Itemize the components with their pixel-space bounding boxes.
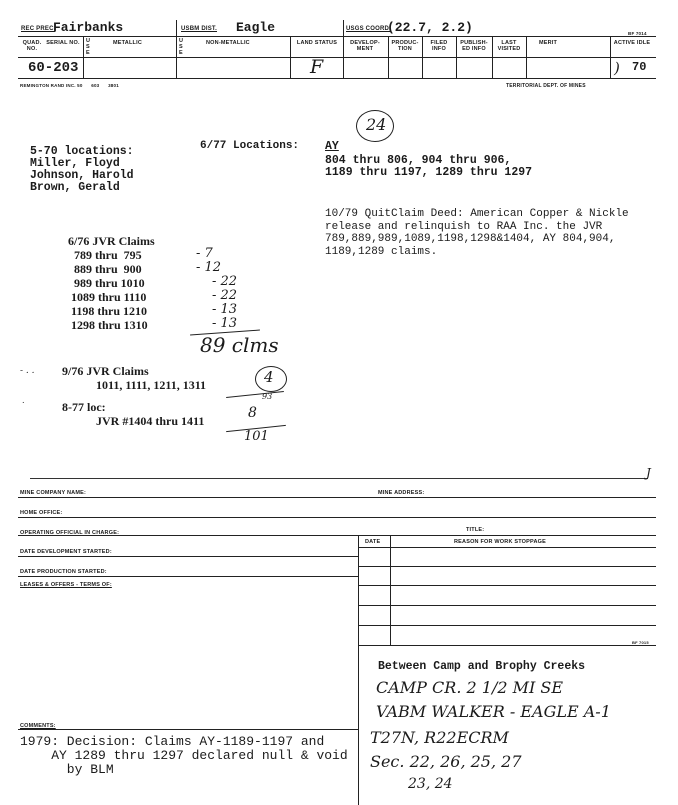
claim-range: 1089 thru 1110 — [68, 290, 147, 304]
usgs-coord-label: USGS COORD. — [346, 26, 391, 32]
col-published-info: PUBLISH-ED INFO — [460, 40, 488, 52]
comments-line: 1979: Decision: Claims AY-1189-1197 and — [20, 734, 325, 749]
locations-677-line: 804 thru 806, 904 thru 906, — [325, 154, 512, 167]
col-filed-info: FILED INFO — [430, 40, 448, 52]
quitclaim-line: 789,889,989,1089,1198,1298&1404, AY 804,904, — [325, 233, 616, 245]
location-hand-line: T27N, R22ECRM — [370, 728, 509, 747]
jvr-976-sub: 93 — [262, 392, 273, 401]
locations-570-title: 5-70 locations: — [30, 145, 134, 158]
date-prod-started-label: DATE PRODUCTION STARTED: — [20, 569, 107, 575]
location-typed: Between Camp and Brophy Creeks — [378, 660, 586, 673]
loc-877-count: 8 — [248, 405, 257, 421]
claim-range: 789 thru 795 — [68, 248, 142, 262]
claim-range: 1298 thru 1310 — [68, 318, 148, 332]
separator-rule — [30, 478, 648, 479]
comments-label: COMMENTS: — [20, 723, 56, 729]
circled-count-value: 24 — [366, 115, 387, 134]
dept-line: TERRITORIAL DEPT. OF MINES — [506, 83, 586, 89]
usgs-coord-value: (22.7, 2.2) — [387, 20, 473, 35]
sum-underline — [226, 391, 284, 398]
corner-mark: J — [646, 466, 651, 480]
comments-line: AY 1289 thru 1297 declared null & void — [20, 748, 348, 763]
date-dev-started-label: DATE DEVELOPMENT STARTED: — [20, 549, 112, 555]
claim-count-note: - 22 — [212, 274, 238, 289]
comments-line: by BLM — [20, 762, 114, 777]
reason-col-label: REASON FOR WORK STOPPAGE — [454, 539, 546, 545]
claim-range: 889 thru 900 — [68, 262, 142, 276]
rec-prec-label: REC PREC. — [21, 26, 56, 32]
active-idle-mark: ) — [614, 59, 620, 77]
loc-877-title: 8-77 loc: — [62, 400, 106, 414]
mine-address-label: MINE ADDRESS: — [378, 490, 425, 496]
form-number-2: BF 7015 — [632, 640, 649, 645]
owner-name: Brown, Gerald — [30, 181, 120, 194]
jvr-976-list: 1011, 1111, 1211, 1311 — [96, 378, 207, 392]
claim-range: 989 thru 1010 — [68, 276, 145, 290]
usbm-dist-value: Eagle — [236, 20, 276, 35]
col-land-status: LAND STATUS — [296, 40, 338, 46]
claim-count-note: - 13 — [212, 316, 238, 331]
locations-677-line: 1189 thru 1197, 1289 thru 1297 — [325, 166, 533, 179]
locations-677-prefix: AY — [325, 140, 339, 153]
col-serial-no: SERIAL NO. — [46, 40, 80, 46]
quitclaim-line: release and relinquish to RAA Inc. the JVR — [325, 221, 603, 233]
claim-count-note: - 7 — [196, 246, 213, 261]
jvr-676-total: 89 clms — [200, 333, 279, 357]
owner-name: Johnson, Harold — [30, 169, 134, 182]
quitclaim-line: 1189,1289 claims. — [325, 246, 438, 258]
loc-877-text: JVR #1404 thru 1411 — [96, 414, 205, 428]
jvr-976-title: 9/76 JVR Claims — [62, 364, 149, 378]
col-quad-no: QUAD. NO. — [22, 40, 42, 52]
claim-count-note: - 12 — [196, 260, 222, 275]
active-idle-value: 70 — [632, 60, 647, 74]
owner-name: Miller, Floyd — [30, 157, 120, 170]
col-nonmetallic: NON-METALLIC — [206, 40, 250, 46]
land-status-value: F — [310, 56, 324, 78]
claim-range: 1198 thru 1210 — [68, 304, 148, 318]
location-hand-line: 23, 24 — [408, 776, 453, 792]
claim-count-note: - 22 — [212, 288, 238, 303]
location-hand-line: Sec. 22, 26, 25, 27 — [370, 752, 522, 771]
usbm-dist-label: USBM DIST. — [181, 26, 218, 32]
col-active-idle: ACTIVE IDLE — [613, 40, 651, 46]
quad-serial-value: 60-203 — [28, 60, 79, 76]
form-number: BF 7014 — [628, 31, 647, 36]
locations-677-label: 6/77 Locations: — [200, 140, 300, 152]
location-hand-line: VABM WALKER - EAGLE A-1 — [376, 702, 611, 721]
margin-tick: - . . — [20, 366, 35, 376]
jvr-676-title: 6/76 JVR Claims — [68, 234, 155, 248]
date-col-label: DATE — [365, 539, 381, 545]
rec-prec-value: Fairbanks — [53, 20, 124, 35]
mine-company-name-label: MINE COMPANY NAME: — [20, 490, 87, 496]
margin-dot: . — [22, 396, 25, 405]
claim-count-note: - 13 — [212, 302, 238, 317]
col-last-visited: LAST VISITED — [497, 40, 521, 52]
location-hand-line: CAMP CR. 2 1/2 MI SE — [376, 678, 564, 697]
col-development: DEVELOP-MENT — [350, 40, 380, 52]
col-production: PRODUC-TION — [391, 40, 419, 52]
leases-label: LEASES & OFFERS - TERMS OF: — [20, 582, 112, 588]
jvr-976-circle-value: 4 — [264, 368, 274, 386]
col-metallic: METALLIC — [113, 40, 142, 46]
col-nonmetallic-use: U S E — [179, 38, 184, 56]
printer-line: REMINGTON RAND INC. 50 603 3801 — [20, 83, 119, 88]
col-u-s-e: U S E — [86, 38, 91, 56]
loc-877-total: 101 — [244, 429, 269, 444]
quitclaim-line: 10/79 QuitClaim Deed: American Copper & Nickle — [325, 208, 629, 220]
home-office-label: HOME OFFICE: — [20, 510, 63, 516]
col-merit: MERIT — [538, 40, 558, 46]
operating-official-label: OPERATING OFFICIAL IN CHARGE: — [20, 530, 120, 536]
title-label: TITLE: — [466, 527, 485, 533]
